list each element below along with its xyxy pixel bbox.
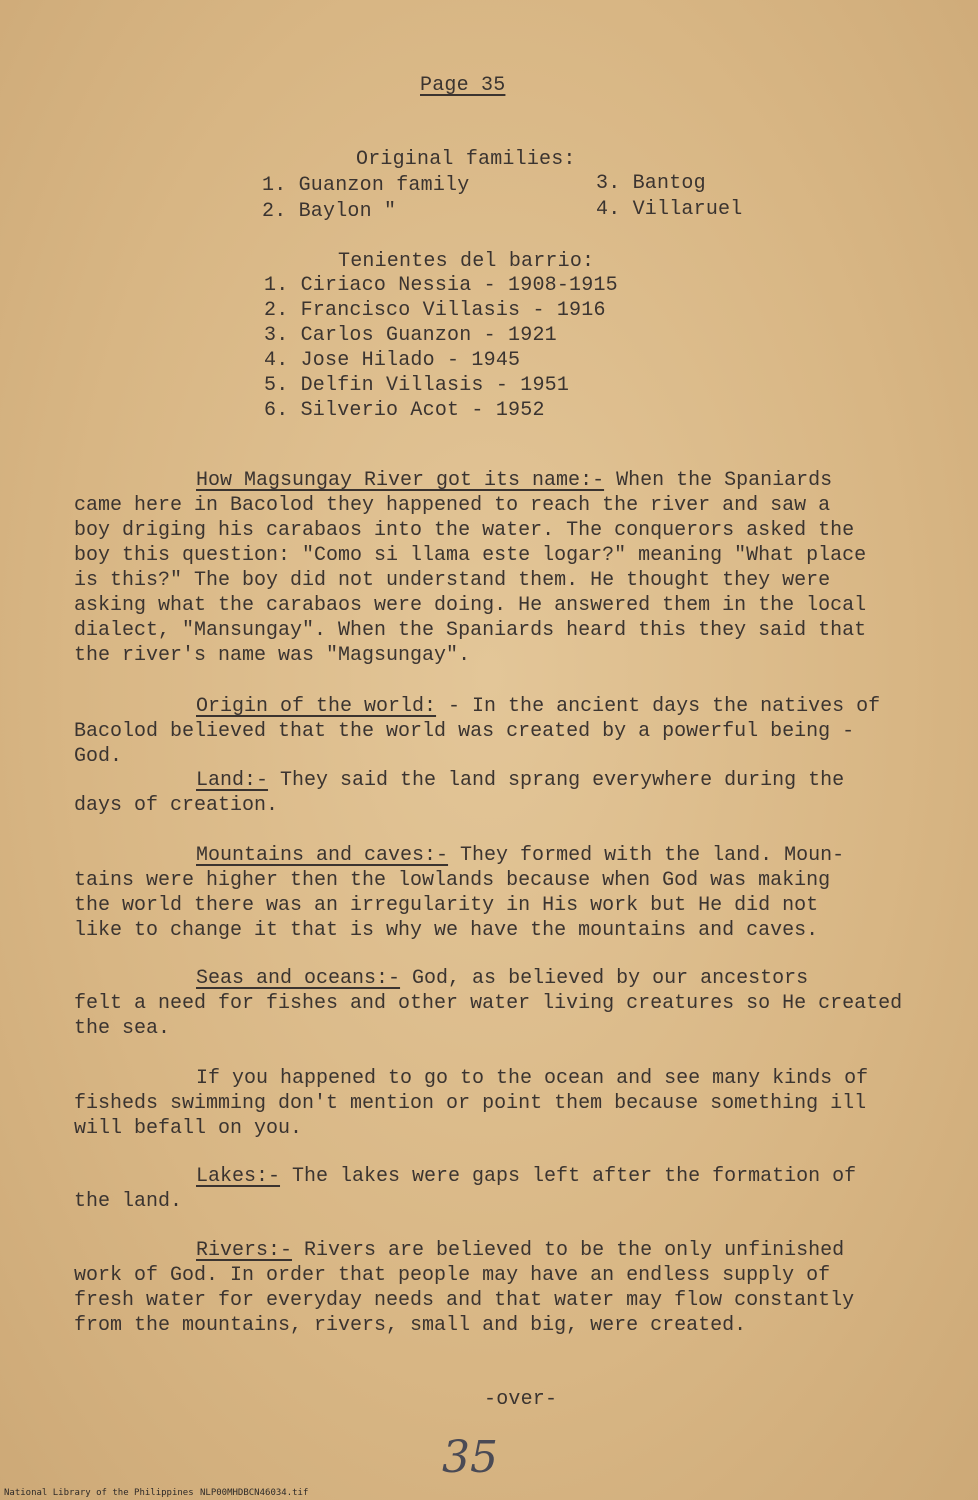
rivers-paragraph (74, 1238, 924, 1338)
family-item: 3. Bantog (596, 172, 706, 195)
section-heading: Origin of the world: (196, 695, 437, 718)
text-line: If you happened to go to the ocean and see many kinds of (196, 1067, 869, 1090)
families-heading: Original families: (356, 148, 576, 171)
text-line: boy this question: "Como si llama este logar?" meaning "What place (74, 544, 867, 567)
seas-paragraph (74, 966, 924, 1041)
text-line: dialect, "Mansungay". When the Spaniards heard this they said that (74, 619, 867, 642)
teniente-item: 2. Francisco Villasis - 1916 (264, 299, 606, 322)
teniente-item: 6. Silverio Acot - 1952 (264, 399, 545, 422)
text-line: - In the ancient days the natives of (436, 695, 881, 718)
teniente-item: 1. Ciriaco Nessia - 1908-1915 (264, 274, 618, 297)
section-heading: Land:- (196, 769, 269, 792)
lakes-paragraph (74, 1164, 924, 1214)
text-line: God, as believed by our ancestors (400, 967, 809, 990)
tenientes-heading: Tenientes del barrio: (338, 250, 595, 273)
text-line: like to change it that is why we have the mountains and caves. (74, 919, 819, 942)
river-name-paragraph (74, 468, 924, 668)
text-line: Rivers are believed to be the only unfinished (292, 1239, 845, 1262)
world-origin-paragraph (74, 694, 924, 769)
footer-source: National Library of the Philippines (4, 1488, 194, 1498)
text-line: from the mountains, rivers, small and big, were created. (74, 1314, 747, 1337)
text-line: fresh water for everyday needs and that water may flow constantly (74, 1289, 855, 1312)
text-line: felt a need for fishes and other water living creatures so He created (74, 992, 903, 1015)
section-heading: How Magsungay River got its name:- (196, 469, 605, 492)
teniente-item: 5. Delfin Villasis - 1951 (264, 374, 570, 397)
family-item: 2. Baylon " (262, 200, 397, 223)
text-line: They said the land sprang everywhere during the (268, 769, 845, 792)
text-line: They formed with the land. Moun- (448, 844, 845, 867)
teniente-item: 3. Carlos Guanzon - 1921 (264, 324, 557, 347)
handwritten-page-number: 35 (442, 1432, 498, 1483)
family-item: 4. Villaruel (596, 198, 743, 221)
over-label: -over- (484, 1388, 558, 1411)
text-line: the land. (74, 1190, 183, 1213)
text-line: fisheds swimming don't mention or point them because something ill (74, 1092, 867, 1115)
text-line: The lakes were gaps left after the formation of (280, 1165, 857, 1188)
section-heading: Lakes:- (196, 1165, 281, 1188)
text-line: tains were higher then the lowlands because when God was making (74, 869, 831, 892)
text-line: days of creation. (74, 794, 279, 817)
text-line: asking what the carabaos were doing. He answered them in the local (74, 594, 867, 617)
text-line: work of God. In order that people may have an endless supply of (74, 1264, 831, 1287)
section-heading: Rivers:- (196, 1239, 293, 1262)
mountains-paragraph (74, 843, 924, 943)
text-line: Bacolod believed that the world was created by a powerful being - (74, 720, 855, 743)
text-line: is this?" The boy did not understand them. He thought they were (74, 569, 831, 592)
fish-paragraph (74, 1066, 924, 1141)
land-paragraph (74, 768, 924, 818)
text-line: will befall on you. (74, 1117, 303, 1140)
text-line: came here in Bacolod they happened to reach the river and saw a (74, 494, 831, 517)
section-heading: Mountains and caves:- (196, 844, 449, 867)
text-line: When the Spaniards (604, 469, 833, 492)
text-line: boy driging his carabaos into the water. The conquerors asked the (74, 519, 855, 542)
teniente-item: 4. Jose Hilado - 1945 (264, 349, 521, 372)
text-line: the river's name was "Magsungay". (74, 644, 471, 667)
text-line: God. (74, 745, 123, 768)
text-line: the sea. (74, 1017, 171, 1040)
family-item: 1. Guanzon family (262, 174, 470, 197)
footer-filename: NLP00MHDBCN46034.tif (200, 1488, 309, 1498)
page-label: Page 35 (420, 74, 506, 97)
text-line: the world there was an irregularity in His work but He did not (74, 894, 819, 917)
section-heading: Seas and oceans:- (196, 967, 401, 990)
